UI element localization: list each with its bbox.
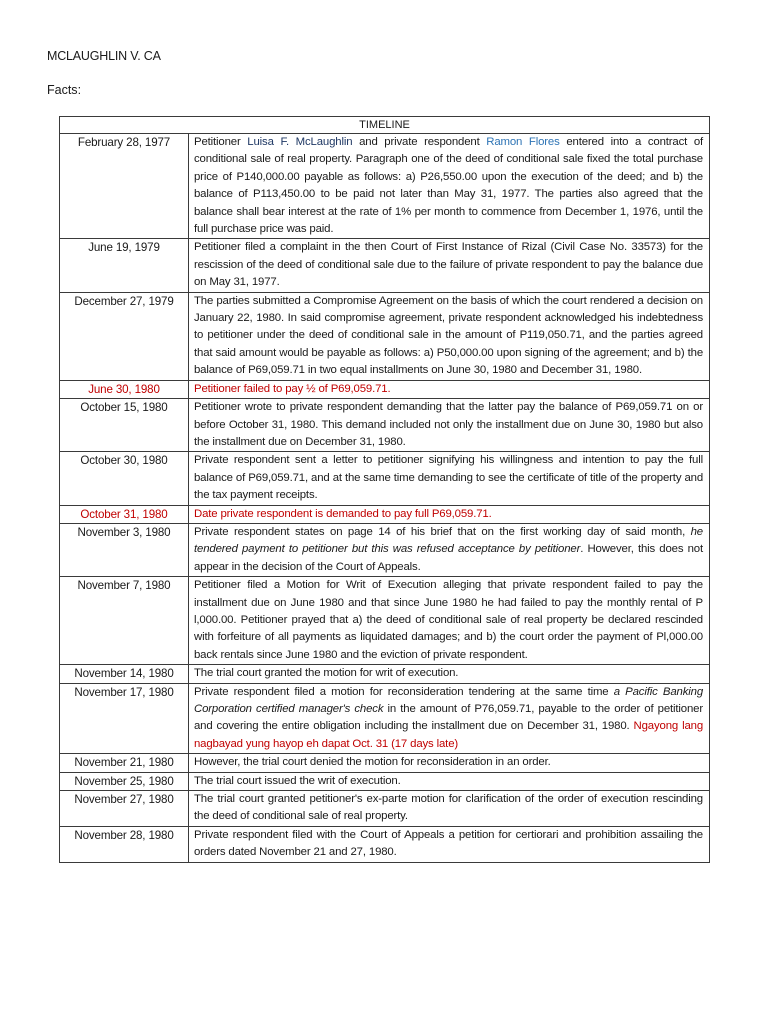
table-row (60, 239, 710, 292)
facts-heading (47, 83, 81, 97)
row-description: Petitioner failed to pay ½ of P69,059.71. (189, 380, 710, 398)
row-description: Private respondent filed with the Court of Appeals a petition for certiorari and prohibition assailing the orders dated November 21 and 27, 1980. (189, 826, 710, 862)
row-description: Petitioner filed a Motion for Writ of Execution alleging that private respondent failed to pay the installment due on June 1980 and that since June 1980 he had failed to pay the monthly rental of P l,000.00. Petitioner prayed that a) the deed of conditional sale of real property be declared rescinded with forfeiture of all payments as liquidated damages; and b) the court order the payment of Pl,000.00 back rentals since June 1980 and the eviction of private respondent. (189, 577, 710, 665)
table-row (60, 523, 710, 576)
italic-quote: a Pacific Banking Corporation certified manager's check (194, 685, 704, 715)
row-date: November 28, 1980 (60, 826, 189, 862)
row-date: November 21, 1980 (60, 754, 189, 772)
row-date: November 14, 1980 (60, 665, 189, 683)
table-row (60, 292, 710, 380)
text-segment: in the amount of P76,059.71, payable to the order of petitioner and covering the entire obligation including the installment due on December 31, 1980. (194, 703, 703, 733)
timeline-header: TIMELINE (60, 117, 710, 134)
text-segment: Private respondent filed a motion for reconsideration tendering at the same time (194, 685, 614, 698)
row-date: October 31, 1980 (60, 505, 189, 523)
row-description: Date private respondent is demanded to pay full P69,059.71. (189, 505, 710, 523)
row-description: The trial court issued the writ of execution. (189, 772, 710, 790)
row-description (189, 523, 710, 576)
row-description: Petitioner filed a complaint in the then Court of First Instance of Rizal (Civil Case No. 33573) for the rescission of the deed of conditional sale due to the failure of private respondent to pay the balance due on May 31, 1977. (189, 239, 710, 292)
text-segment: Private respondent states on page 14 of his brief that on the first working day of said month, (194, 525, 691, 538)
row-description (189, 134, 710, 239)
row-description: The parties submitted a Compromise Agreement on the basis of which the court rendered a decision on January 22, 1980. In said compromise agreement, private respondent acknowledged his indebtedness to petitioner under the deed of conditional sale in the amount of P119,050.71, and the parties agreed that said amount would be payable as follows: a) P50,000.00 upon signing of the agreement; and b) the balance of P69,059.71 in two equal installments on June 30, 1980 and December 31, 1980. (189, 292, 710, 380)
row-date: November 7, 1980 (60, 577, 189, 665)
table-row (60, 665, 710, 683)
timeline-header-row (60, 117, 710, 134)
row-date: November 25, 1980 (60, 772, 189, 790)
red-annotation: Ngayong lang nagbayad yung hayop eh dapat Oct. 31 (17 days late) (194, 720, 704, 750)
row-description: However, the trial court denied the motion for reconsideration in an order. (189, 754, 710, 772)
text-segment: . However, this does not appear in the decision of the Court of Appeals. (194, 543, 703, 573)
table-row (60, 791, 710, 827)
table-row-highlight (60, 380, 710, 398)
row-date: June 30, 1980 (60, 380, 189, 398)
row-date: October 15, 1980 (60, 399, 189, 452)
row-description: The trial court granted petitioner's ex-parte motion for clarification of the order of execution rescinding the deed of conditional sale of real property. (189, 791, 710, 827)
italic-quote: he tendered payment to petitioner but this was refused acceptance by petitioner (194, 525, 703, 556)
row-description: The trial court granted the motion for writ of execution. (189, 665, 710, 683)
table-row (60, 399, 710, 452)
row-date: October 30, 1980 (60, 452, 189, 505)
row-date: June 19, 1979 (60, 239, 189, 292)
table-row (60, 577, 710, 665)
page-title: MCLAUGHLIN V. CA (47, 49, 161, 63)
text-segment: and private respondent (352, 136, 487, 148)
facts-label: Facts (47, 83, 78, 97)
table-row (60, 772, 710, 790)
row-description: Petitioner wrote to private respondent demanding that the latter pay the balance of P69,059.71 on or before October 31, 1980. This demand included not only the installment due on June 30, 1980 but also the installment due on December 31, 1980. (189, 399, 710, 452)
table-row (60, 134, 710, 239)
row-date: November 27, 1980 (60, 791, 189, 827)
row-description: Private respondent sent a letter to petitioner signifying his willingness and intention to pay the full balance of P69,059.71, and at the same time demanding to see the certificate of title of the property and the tax payment receipts. (189, 452, 710, 505)
table-row (60, 683, 710, 754)
respondent-name: Ramon Flores (486, 136, 560, 148)
text-segment: entered into a contract of conditional sale of real property. Paragraph one of the deed of conditional sale fixed the total purchase price of P140,000.00 payable as follows: a) P26,550.00 upon the execution of the deed; and b) the balance of P113,450.00 to be paid not later than May 31, 1977. The parties also agreed that the balance shall bear interest at the rate of 1% per month to commence from December 1, 1976, until the full purchase price was paid. (194, 136, 704, 236)
row-date: November 3, 1980 (60, 523, 189, 576)
row-description (189, 683, 710, 754)
table-row (60, 754, 710, 772)
row-date: November 17, 1980 (60, 683, 189, 754)
table-row (60, 826, 710, 862)
table-row-highlight (60, 505, 710, 523)
table-row (60, 452, 710, 505)
text-segment: Petitioner (194, 136, 248, 148)
row-date: February 28, 1977 (60, 134, 189, 239)
timeline-table (59, 116, 710, 863)
facts-colon: : (77, 83, 82, 97)
row-date: December 27, 1979 (60, 292, 189, 380)
petitioner-name: Luisa F. McLaughlin (247, 136, 353, 148)
